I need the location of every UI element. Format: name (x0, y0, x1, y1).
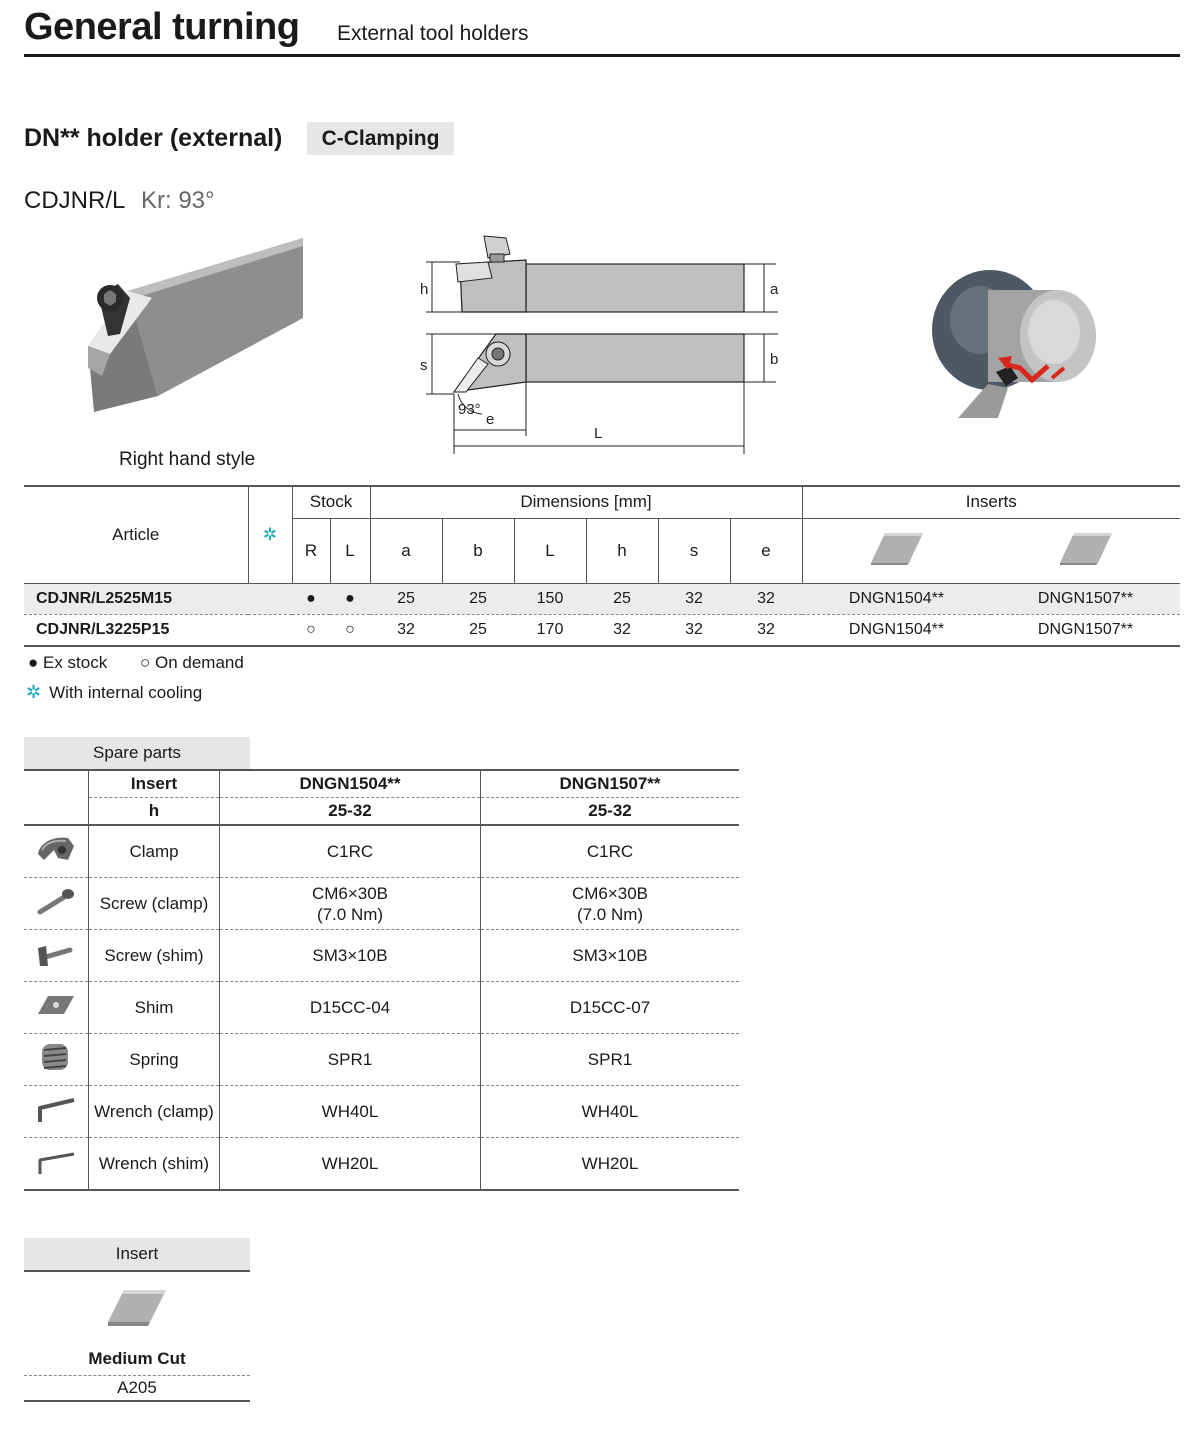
part-value-2: CM6×30B (7.0 Nm) (481, 878, 740, 930)
cooling-cell (248, 614, 292, 646)
tool-holder-illustration (80, 236, 310, 416)
table-row (24, 583, 1180, 614)
article-code: CDJNR/L3225P15 (24, 614, 248, 646)
article-header: Article (24, 486, 248, 583)
screw-shim-icon (24, 930, 89, 982)
model-kr-angle: Kr: 93° (141, 187, 215, 214)
clamp-icon (24, 825, 89, 878)
dim-e: 32 (730, 583, 802, 614)
spare-col2-h: 25-32 (481, 798, 740, 826)
dim-h: 32 (586, 614, 658, 646)
dimension-drawing (418, 232, 788, 460)
insert-code-1: DNGN1504** (802, 614, 991, 646)
spare-parts-table (24, 769, 739, 1191)
spare-insert-label: Insert (89, 770, 220, 798)
stock-l: ● (330, 583, 370, 614)
dim-a: 25 (370, 583, 442, 614)
part-value-1: C1RC (220, 825, 481, 878)
part-value-1: SPR1 (220, 1034, 481, 1086)
table-row (24, 614, 1180, 646)
insert-image-1 (802, 518, 991, 583)
cooling-header-icon: ✲ (248, 486, 292, 583)
dim-s: 32 (658, 614, 730, 646)
part-value-2: C1RC (481, 825, 740, 878)
dim-angle-label: 93° (458, 401, 481, 418)
legend-cooling (26, 682, 202, 703)
part-name: Spring (89, 1034, 220, 1086)
insert-bottom-rule (24, 1400, 250, 1402)
clamping-illustration (928, 262, 1098, 424)
dim-l: 170 (514, 614, 586, 646)
dimensions-header: Dimensions [mm] (370, 486, 802, 518)
part-value-1: D15CC-04 (220, 982, 481, 1034)
insert-code-2: DNGN1507** (991, 583, 1180, 614)
stock-r: ○ (292, 614, 330, 646)
dim-h-label: h (420, 281, 429, 298)
part-name: Clamp (89, 825, 220, 878)
insert-divider (24, 1375, 250, 1376)
table-row (24, 1034, 739, 1086)
dim-s: 32 (658, 583, 730, 614)
part-value-2: WH20L (481, 1138, 740, 1191)
insert-icon (104, 1288, 170, 1328)
spare-h-label: h (89, 798, 220, 826)
page-subtitle: External tool holders (337, 22, 529, 45)
hand-style-label: Right hand style (119, 449, 256, 470)
screw-clamp-icon (24, 878, 89, 930)
dim-l: 150 (514, 583, 586, 614)
part-name: Wrench (shim) (89, 1138, 220, 1191)
insert-code-2: DNGN1507** (991, 614, 1180, 646)
part-name: Screw (clamp) (89, 878, 220, 930)
page-title: General turning (24, 6, 300, 48)
table-row (24, 982, 739, 1034)
dim-col-e: e (730, 518, 802, 583)
part-name: Shim (89, 982, 220, 1034)
wrench-clamp-icon (24, 1086, 89, 1138)
legend-on-demand: ○ On demand (140, 653, 244, 672)
part-value-1: SM3×10B (220, 930, 481, 982)
dim-col-s: s (658, 518, 730, 583)
legend-ex-stock: ● Ex stock (28, 653, 108, 672)
table-row (24, 930, 739, 982)
insert-image-2 (991, 518, 1180, 583)
part-value-2: D15CC-07 (481, 982, 740, 1034)
spare-col1-insert: DNGN1504** (220, 770, 481, 798)
insert-code-1: DNGN1504** (802, 583, 991, 614)
cooling-icon: ✲ (26, 682, 42, 702)
dim-h: 25 (586, 583, 658, 614)
table-row (24, 1138, 739, 1191)
dim-a: 32 (370, 614, 442, 646)
dim-col-l: L (514, 518, 586, 583)
spring-icon (24, 1034, 89, 1086)
dim-b: 25 (442, 614, 514, 646)
part-value-2: SM3×10B (481, 930, 740, 982)
insert-tab: Insert (24, 1238, 250, 1272)
part-name: Wrench (clamp) (89, 1086, 220, 1138)
spare-corner (24, 770, 89, 825)
header-divider (24, 54, 1180, 57)
part-value-1: CM6×30B (7.0 Nm) (220, 878, 481, 930)
stock-l: ○ (330, 614, 370, 646)
dim-e: 32 (730, 614, 802, 646)
legend-cooling-text: With internal cooling (49, 683, 203, 702)
article-table (24, 485, 1180, 647)
spare-parts-tab: Spare parts (24, 737, 250, 769)
part-value-2: SPR1 (481, 1034, 740, 1086)
dim-a-label: a (770, 281, 779, 298)
dim-col-h: h (586, 518, 658, 583)
dim-b-label: b (770, 351, 779, 368)
spare-col1-h: 25-32 (220, 798, 481, 826)
part-value-2: WH40L (481, 1086, 740, 1138)
dim-L-label: L (594, 425, 603, 442)
stock-col-l: L (330, 518, 370, 583)
part-value-1: WH20L (220, 1138, 481, 1191)
cooling-cell (248, 583, 292, 614)
dim-b: 25 (442, 583, 514, 614)
model-name: CDJNR/L (24, 187, 126, 214)
dim-col-a: a (370, 518, 442, 583)
table-row (24, 878, 739, 930)
article-code: CDJNR/L2525M15 (24, 583, 248, 614)
stock-header: Stock (292, 486, 370, 518)
insert-grade: Medium Cut (88, 1349, 186, 1368)
holder-title: DN** holder (external) (24, 124, 283, 152)
clamp-type-badge: C-Clamping (307, 122, 454, 155)
wrench-shim-icon (24, 1138, 89, 1191)
part-value-1: WH40L (220, 1086, 481, 1138)
stock-col-r: R (292, 518, 330, 583)
table-row (24, 825, 739, 878)
dim-col-b: b (442, 518, 514, 583)
stock-r: ● (292, 583, 330, 614)
dim-e-label: e (486, 411, 495, 428)
insert-code: A205 (117, 1378, 157, 1397)
spare-col2-insert: DNGN1507** (481, 770, 740, 798)
part-name: Screw (shim) (89, 930, 220, 982)
inserts-header: Inserts (802, 486, 1180, 518)
dim-s-label: s (420, 357, 428, 374)
table-row (24, 1086, 739, 1138)
shim-icon (24, 982, 89, 1034)
